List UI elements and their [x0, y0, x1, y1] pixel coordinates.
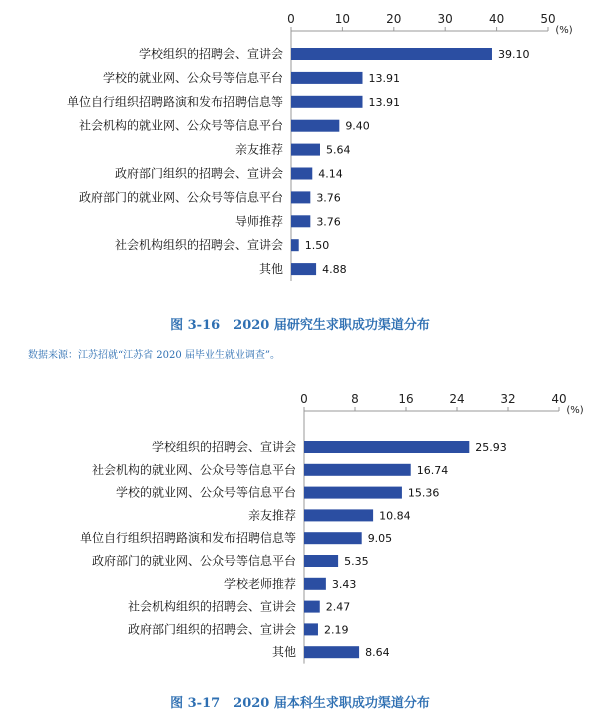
bar: [304, 623, 318, 635]
x-tick-label: 10: [334, 12, 351, 26]
bar: [291, 239, 299, 251]
bar: [291, 72, 362, 84]
value-label: 5.64: [325, 143, 351, 157]
value-label: 13.91: [368, 71, 400, 85]
chart-undergraduate-channels: [0, 380, 600, 680]
bar: [304, 646, 359, 658]
bar: [291, 120, 339, 132]
category-label: 亲友推荐: [247, 508, 296, 523]
x-tick-label: 20: [386, 12, 402, 26]
value-label: 3.76: [316, 215, 341, 229]
x-tick-label: 8: [351, 392, 359, 406]
value-label: 4.88: [322, 263, 347, 277]
value-label: 4.14: [318, 167, 343, 181]
category-label: 政府部门的就业网、公众号等信息平台: [91, 554, 296, 568]
category-label: 政府部门组织的招聘会、宣讲会: [114, 166, 283, 181]
chart-graduate-channels: [0, 0, 600, 300]
value-label: 13.91: [368, 95, 400, 109]
category-label: 社会机构组织的招聘会、宣讲会: [114, 238, 283, 253]
bar: [304, 578, 326, 590]
x-tick-label: 32: [500, 392, 516, 406]
category-label: 导师推荐: [234, 214, 283, 229]
x-tick-label: 0: [300, 392, 308, 406]
chart1-caption: 图 3-16 2020 届研究生求职成功渠道分布: [170, 318, 430, 333]
data-source-note: 数据来源：江苏招就“江苏省 2020 届毕业生就业调查”。: [28, 350, 281, 361]
x-tick-label: 40: [488, 12, 505, 26]
category-label: 其他: [258, 262, 283, 277]
bar: [291, 96, 362, 108]
bar: [291, 191, 310, 203]
category-label: 政府部门组织的招聘会、宣讲会: [127, 622, 296, 637]
value-label: 3.76: [316, 191, 341, 205]
category-label: 学校老师推荐: [223, 576, 296, 591]
category-label: 学校组织的招聘会、宣讲会: [151, 440, 296, 454]
bar: [291, 48, 492, 60]
bar: [304, 464, 411, 476]
bar: [304, 487, 402, 499]
value-label: 8.64: [365, 646, 390, 660]
category-label: 政府部门的就业网、公众号等信息平台: [78, 190, 283, 205]
value-label: 2.47: [325, 600, 351, 614]
x-axis-unit: (%): [566, 405, 584, 416]
x-tick-label: 50: [540, 12, 556, 26]
chart2-caption: 图 3-17 2020 届本科生求职成功渠道分布: [170, 696, 430, 711]
x-tick-label: 24: [449, 392, 465, 406]
bar: [304, 441, 469, 453]
category-label: 单位自行组织招聘路演和发布招聘信息等: [66, 94, 283, 109]
value-label: 15.36: [407, 486, 440, 500]
value-label: 9.05: [367, 532, 393, 546]
category-label: 其他: [271, 645, 296, 660]
x-axis-unit: (%): [555, 25, 573, 36]
value-label: 3.43: [331, 577, 357, 591]
bar: [291, 168, 312, 180]
category-label: 社会机构的就业网、公众号等信息平台: [78, 118, 283, 133]
value-label: 9.40: [345, 119, 370, 133]
value-label: 10.84: [379, 509, 411, 523]
category-label: 社会机构组织的招聘会、宣讲会: [127, 599, 296, 614]
category-label: 社会机构的就业网、公众号等信息平台: [91, 462, 296, 477]
category-label: 学校的就业网、公众号等信息平台: [102, 70, 283, 85]
value-label: 1.50: [304, 239, 330, 253]
bar: [304, 555, 338, 567]
value-label: 5.35: [344, 555, 369, 568]
value-label: 25.93: [475, 441, 507, 454]
value-label: 16.74: [416, 463, 449, 477]
x-tick-label: 30: [437, 12, 453, 26]
bar: [304, 532, 362, 544]
bar: [291, 215, 310, 227]
category-label: 学校的就业网、公众号等信息平台: [115, 485, 296, 500]
value-label: 39.10: [497, 48, 530, 61]
bar: [304, 601, 320, 613]
bar: [291, 144, 320, 156]
bar: [304, 509, 373, 521]
bar: [291, 263, 316, 275]
x-tick-label: 40: [551, 392, 567, 406]
value-label: 2.19: [323, 623, 349, 637]
category-label: 亲友推荐: [234, 142, 283, 157]
category-label: 单位自行组织招聘路演和发布招聘信息等: [79, 531, 296, 546]
x-tick-label: 0: [287, 12, 295, 26]
x-tick-label: 16: [398, 392, 414, 406]
category-label: 学校组织的招聘会、宣讲会: [138, 47, 283, 61]
